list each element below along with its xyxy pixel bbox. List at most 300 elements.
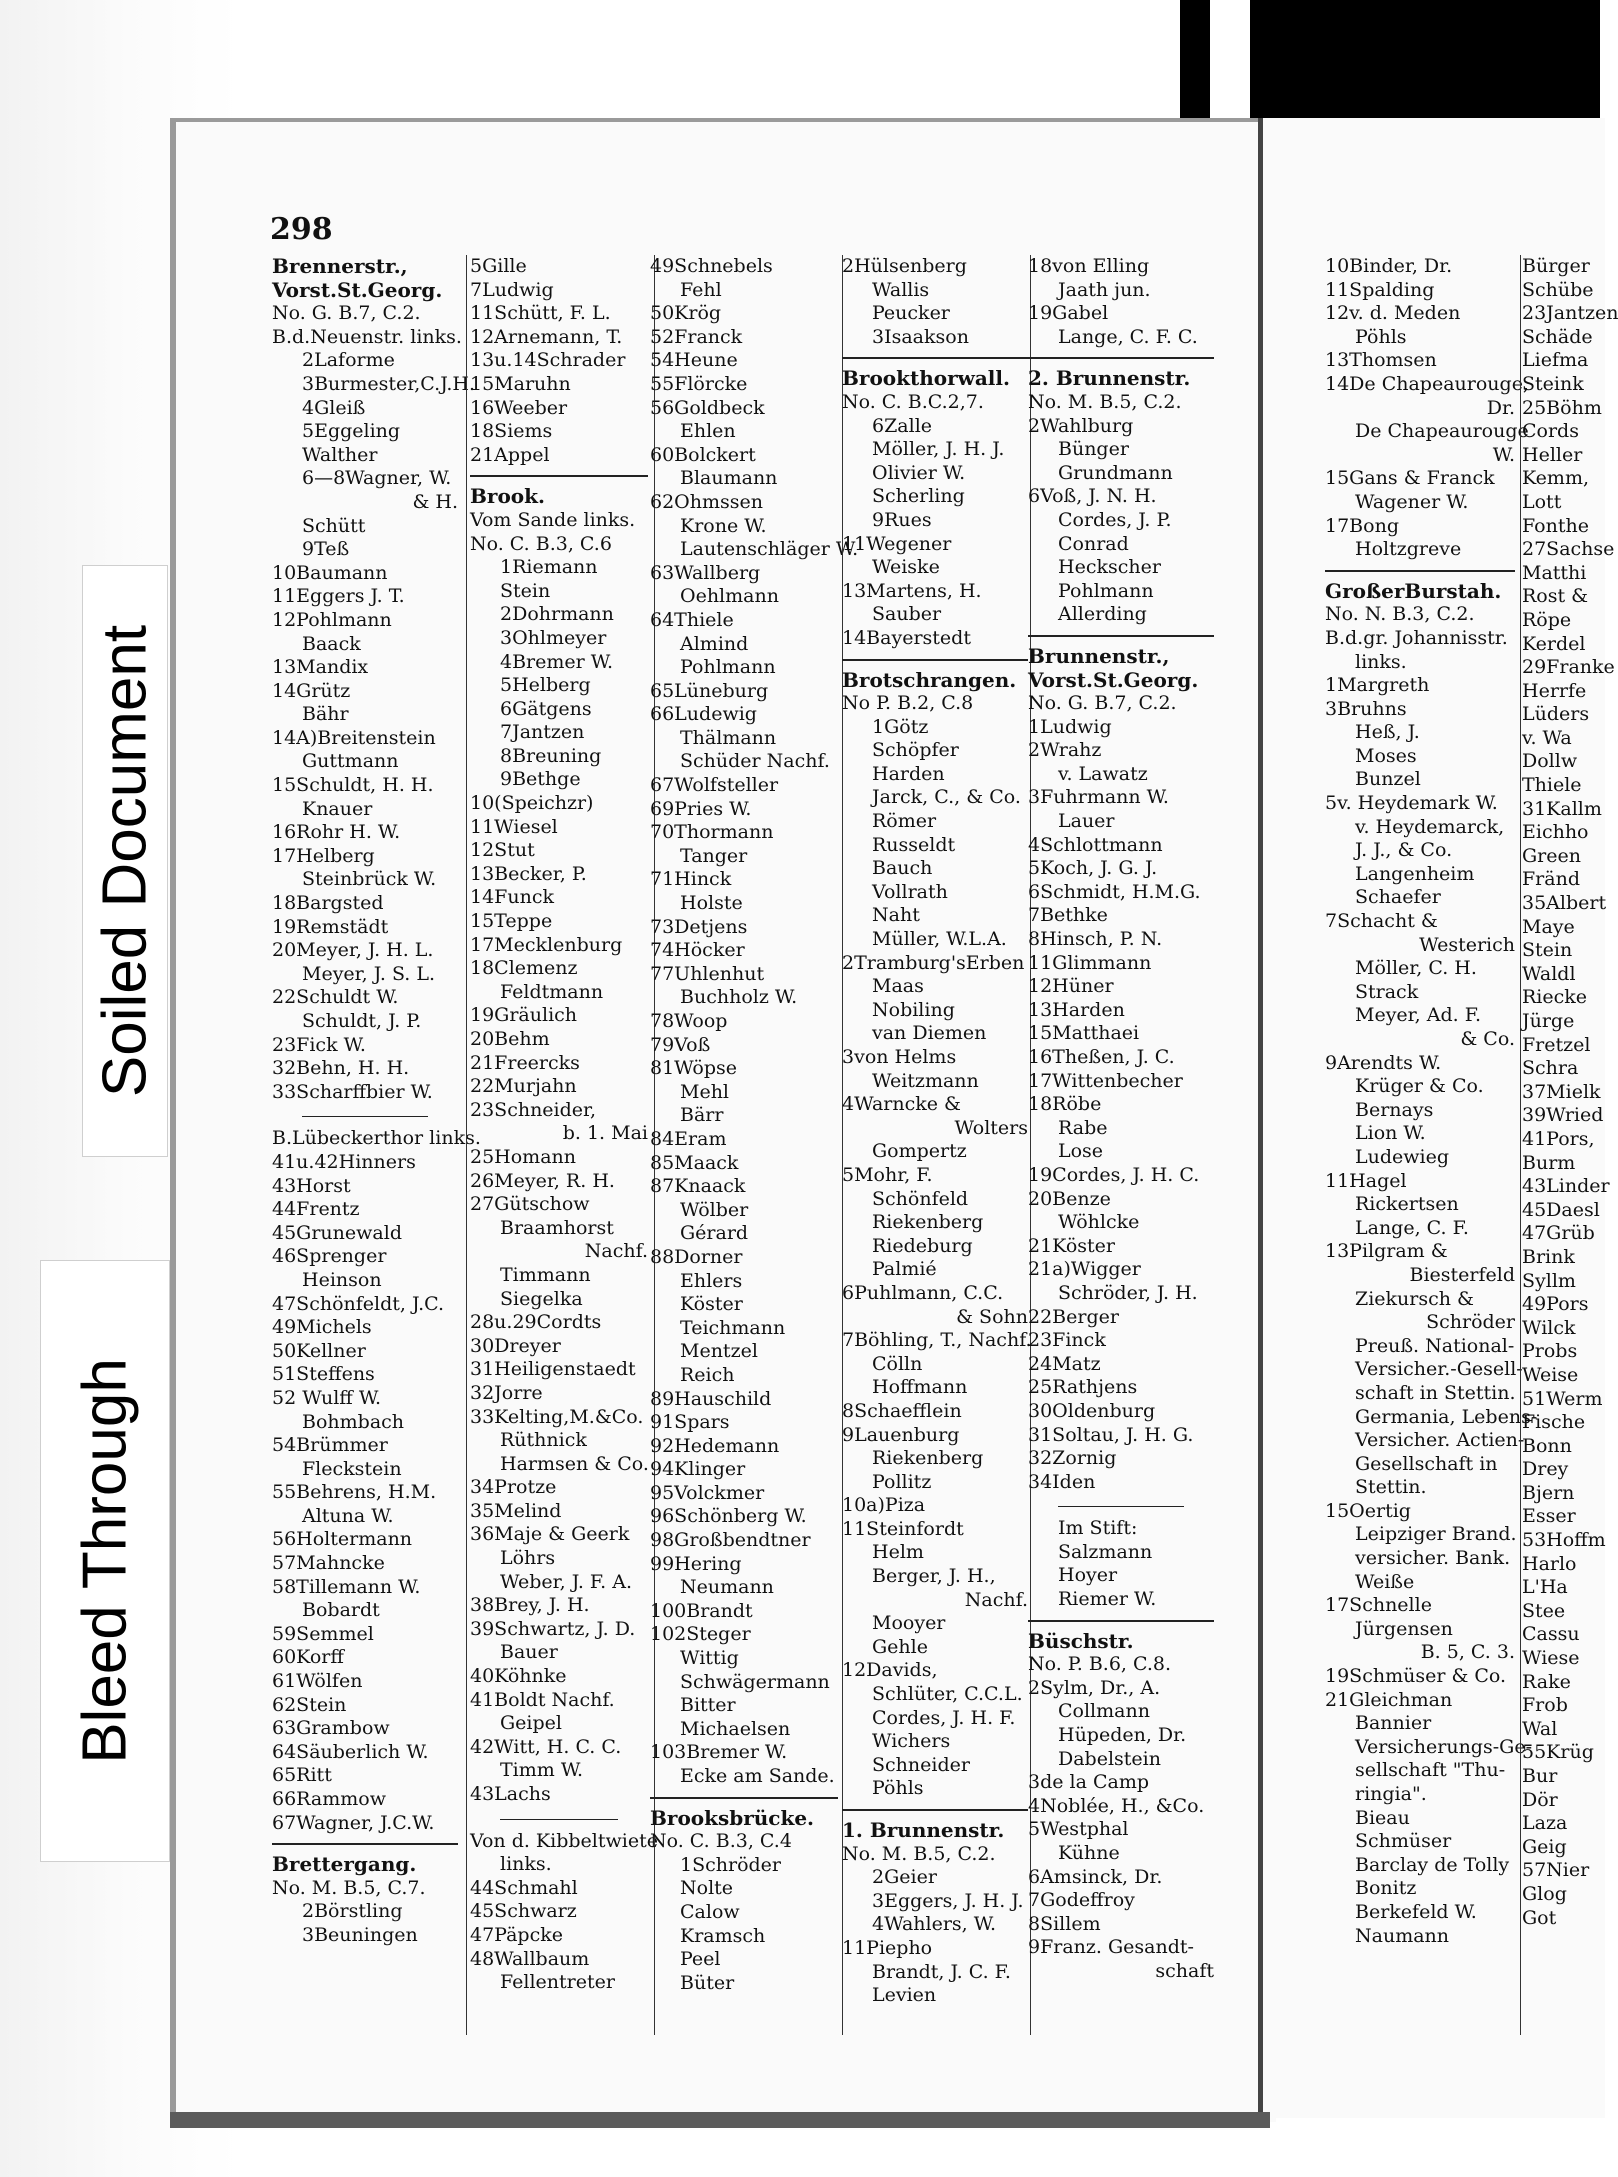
directory-entry: 16Rohr H. W.: [272, 821, 401, 844]
directory-entry: schaft in Stettin.: [1355, 1381, 1516, 1404]
directory-entry: Lautenschläger W.: [680, 538, 859, 561]
directory-entry: 94Klinger: [650, 1458, 746, 1481]
directory-entry: 5Koch, J. G. J.: [1028, 857, 1158, 880]
directory-entry: 3Bruhns: [1325, 697, 1407, 720]
directory-entry: Grundmann: [1058, 461, 1173, 484]
directory-entry: 55Krüg: [1522, 1741, 1594, 1764]
directory-entry: 13Becker, P.: [470, 862, 587, 885]
directory-entry: 2Geier: [872, 1866, 937, 1889]
directory-entry: 41Pors,: [1522, 1127, 1595, 1150]
directory-entry: 35Melind: [470, 1499, 562, 1522]
directory-entry: Schaefer: [1355, 886, 1441, 909]
directory-entry: Römer: [872, 810, 937, 833]
street-heading: Brook.: [470, 484, 545, 509]
directory-entry: Krone W.: [680, 514, 767, 537]
directory-column-1: [272, 254, 481, 1948]
directory-entry: 15Schuldt, H. H.: [272, 774, 434, 797]
directory-entry: 35Albert: [1522, 892, 1607, 915]
directory-entry: 4Gleiß: [302, 396, 366, 419]
directory-entry: 12Hüner: [1028, 975, 1114, 998]
directory-entry: Moses: [1355, 744, 1417, 767]
directory-entry: Harlo: [1522, 1552, 1577, 1575]
directory-entry: 32Zornig: [1028, 1447, 1117, 1470]
directory-entry: 1Götz: [872, 715, 929, 738]
directory-entry: Heß, J.: [1355, 721, 1420, 744]
directory-entry: No. C. B.3, C.6: [470, 532, 612, 555]
directory-entry: 26Meyer, R. H.: [470, 1169, 615, 1192]
directory-entry: 10Baumann: [272, 561, 388, 584]
directory-entry: 5Gille: [470, 255, 527, 277]
directory-entry: 14Grütz: [272, 679, 351, 702]
directory-entry: 19Gabel: [1028, 302, 1109, 325]
directory-entry: Waldl: [1522, 962, 1576, 985]
directory-entry: Hoffmann: [872, 1376, 968, 1399]
directory-entry: Meyer, Ad. F.: [1355, 1004, 1481, 1027]
directory-entry: 50Kellner: [272, 1339, 366, 1362]
directory-entry: Mehl: [680, 1080, 730, 1103]
directory-entry: 5Mohr, F.: [842, 1163, 933, 1186]
directory-entry: Fretzel: [1522, 1033, 1591, 1056]
directory-entry: 19Schmüser & Co.: [1325, 1665, 1507, 1688]
directory-entry: 43Lachs: [470, 1783, 551, 1805]
directory-entry: 40Köhnke: [470, 1665, 567, 1688]
directory-entry: 24Matz: [1028, 1352, 1101, 1375]
directory-entry: Geig: [1522, 1835, 1567, 1858]
directory-entry: 77Uhlenhut: [650, 962, 765, 985]
directory-entry: 2Börstling: [302, 1900, 403, 1923]
directory-entry: 2Tramburg'sErben: [842, 951, 1025, 974]
directory-entry: Siegelka: [500, 1287, 583, 1310]
directory-entry: Berkefeld W.: [1355, 1900, 1477, 1923]
directory-entry: 20Benze: [1028, 1187, 1111, 1210]
directory-entry: Altuna W.: [302, 1504, 394, 1527]
directory-entry: 5Westphal: [1028, 1818, 1129, 1841]
directory-entry: Sauber: [872, 603, 942, 626]
directory-entry: Schuldt, J. P.: [302, 1010, 422, 1032]
directory-entry: 85Maack: [650, 1151, 739, 1174]
directory-entry: 45Daesl: [1522, 1198, 1600, 1221]
directory-entry: Guttmann: [302, 750, 399, 773]
directory-entry: 65Ritt: [272, 1764, 332, 1787]
directory-entry: Braamhorst: [500, 1216, 614, 1239]
directory-entry: 3von Helms: [842, 1046, 957, 1068]
directory-entry: Vom Sande links.: [470, 508, 636, 531]
directory-entry: 14A)Breitenstein: [272, 726, 436, 749]
directory-entry: 6Zalle: [872, 414, 933, 437]
directory-entry: Thälmann: [680, 726, 777, 749]
directory-entry: 56Goldbeck: [650, 396, 765, 419]
directory-entry: 20Meyer, J. H. L.: [272, 939, 434, 962]
directory-entry: L'Ha: [1522, 1576, 1568, 1599]
directory-entry: No P. B.2, C.8: [842, 692, 974, 715]
directory-entry: 4Noblée, H., &Co.: [1028, 1794, 1205, 1817]
directory-entry: Weise: [1522, 1363, 1579, 1386]
directory-entry: Weitzmann: [872, 1069, 979, 1092]
directory-entry: Versicher. Actien-: [1355, 1429, 1525, 1452]
directory-entry: Bobardt: [302, 1599, 380, 1622]
directory-entry: Versicher.-Gesell-: [1355, 1358, 1523, 1381]
scan-border-notch: [1210, 0, 1250, 118]
directory-entry: 49Pors: [1522, 1293, 1589, 1316]
directory-entry: Riedeburg: [872, 1234, 973, 1257]
directory-entry: Möller, J. H. J.: [872, 438, 1005, 461]
directory-entry: 9Lauenburg: [842, 1423, 960, 1446]
directory-entry: 21Appel: [470, 443, 550, 466]
directory-entry: Reich: [680, 1363, 735, 1386]
directory-entry: 9Franz. Gesandt-: [1028, 1936, 1194, 1959]
directory-entry: Lauer: [1058, 810, 1115, 833]
directory-entry: 6Puhlmann, C.C.: [842, 1281, 1004, 1304]
directory-entry: Müller, W.L.A.: [872, 928, 1007, 951]
directory-entry: 47Päpcke: [470, 1923, 563, 1946]
directory-entry: Riemer W.: [1058, 1588, 1157, 1611]
directory-entry: 15Matthaei: [1028, 1022, 1140, 1045]
directory-entry: 21a)Wigger: [1028, 1258, 1141, 1281]
directory-entry: 49Schnebels: [650, 255, 773, 277]
directory-entry: Wallis: [872, 278, 930, 301]
directory-entry: Berger, J. H.,: [872, 1565, 996, 1588]
directory-entry: 70Thormann: [650, 821, 774, 844]
directory-entry: 34Protze: [470, 1476, 557, 1499]
directory-entry: Neumann: [680, 1576, 774, 1599]
directory-entry: Weiße: [1355, 1570, 1415, 1593]
directory-entry: 23Finck: [1028, 1329, 1106, 1352]
street-heading: Brooksbrücke.: [650, 1805, 815, 1830]
directory-entry: Lüders: [1522, 703, 1590, 726]
street-heading: Brettergang.: [272, 1852, 417, 1877]
directory-entry: Eichho: [1522, 821, 1589, 844]
directory-entry: 13Pilgram &: [1325, 1240, 1448, 1263]
section-separator: [1028, 627, 1214, 637]
directory-entry: Vollrath: [872, 880, 948, 903]
directory-entry: 87Knaack: [650, 1175, 746, 1198]
directory-entry: b. 1. Mai: [562, 1122, 648, 1145]
directory-entry: 45Schwarz: [470, 1900, 577, 1923]
directory-entry: 17Mecklenburg: [470, 933, 623, 956]
directory-entry: 98Großbendtner: [650, 1529, 811, 1552]
directory-entry: No. N. B.3, C.2.: [1325, 603, 1475, 626]
directory-entry: Probs: [1522, 1340, 1578, 1363]
directory-entry: & Sohn: [956, 1305, 1028, 1328]
directory-entry: 17Bong: [1325, 514, 1399, 537]
directory-entry: 11Spalding: [1325, 278, 1435, 301]
directory-entry: Geipel: [500, 1712, 562, 1735]
directory-entry: Cölln: [872, 1352, 923, 1375]
directory-entry: 3Fuhrmann W.: [1028, 786, 1169, 809]
directory-entry: 19Remstädt: [272, 915, 389, 938]
directory-entry: 91Spars: [650, 1411, 730, 1434]
directory-entry: Timmann: [500, 1263, 591, 1286]
directory-entry: Kramsch: [680, 1924, 766, 1947]
directory-entry: Wöhlcke: [1058, 1211, 1140, 1234]
street-heading: 2. Brunnenstr.: [1028, 366, 1191, 391]
directory-entry: 4Wahlers, W.: [872, 1913, 997, 1936]
directory-entry: 2Wahlburg: [1028, 414, 1134, 437]
directory-entry: Blaumann: [680, 467, 778, 490]
directory-entry: Matthi: [1522, 561, 1587, 584]
directory-entry: 22Murjahn: [470, 1075, 577, 1098]
directory-entry: 1Schröder: [680, 1853, 781, 1876]
directory-entry: 54Brümmer: [272, 1434, 388, 1457]
directory-entry: 18Röbe: [1028, 1093, 1102, 1116]
directory-entry: 16Weeber: [470, 396, 568, 419]
directory-entry: Timm W.: [500, 1759, 584, 1782]
directory-entry: 4Warncke &: [842, 1093, 961, 1116]
directory-entry: 54Heune: [650, 349, 738, 372]
directory-entry: 8Hinsch, P. N.: [1028, 928, 1163, 951]
directory-entry: 18Clemenz: [470, 957, 578, 980]
directory-entry: Langenheim: [1355, 862, 1475, 885]
section-separator: [1028, 1612, 1214, 1622]
directory-entry: 20Behm: [470, 1028, 550, 1050]
directory-entry: 62Ohmssen: [650, 490, 763, 513]
directory-entry: Heinson: [302, 1268, 382, 1291]
directory-entry: 3Beuningen: [302, 1923, 418, 1946]
directory-entry: 37Mielk: [1522, 1080, 1601, 1103]
directory-entry: B.d.gr. Johannisstr.: [1325, 626, 1508, 649]
directory-entry: Kühne: [1058, 1842, 1120, 1864]
directory-entry: Got: [1522, 1906, 1557, 1929]
directory-entry: B.Lübeckerthor links.: [272, 1127, 481, 1150]
directory-entry: 13Harden: [1028, 998, 1125, 1021]
directory-entry: 10Binder, Dr.: [1325, 255, 1453, 277]
directory-entry: 18Bargsted: [272, 892, 384, 915]
directory-entry: Almind: [680, 632, 749, 655]
directory-entry: Bernays: [1355, 1098, 1434, 1121]
directory-entry: Lott: [1522, 490, 1562, 513]
directory-entry: 79Voß: [650, 1033, 711, 1056]
directory-entry: Steink: [1522, 372, 1584, 395]
directory-entry: 4Schlottmann: [1028, 833, 1163, 856]
column-divider: [1520, 255, 1521, 2035]
directory-entry: Cords: [1522, 420, 1579, 443]
directory-entry: 11Schütt, F. L.: [470, 302, 611, 325]
directory-entry: Bunzel: [1355, 768, 1421, 791]
directory-entry: 11Glimmann: [1028, 951, 1152, 974]
street-heading: Brunnenstr.,: [1028, 643, 1170, 668]
directory-entry: No. M. B.5, C.2.: [1028, 390, 1182, 413]
directory-entry: Burm: [1522, 1151, 1576, 1174]
directory-entry: 38Brey, J. H.: [470, 1594, 590, 1617]
directory-entry: Wittig: [680, 1647, 739, 1670]
directory-entry: 13u.14Schrader: [470, 349, 626, 372]
directory-entry: Meyer, J. S. L.: [302, 962, 436, 985]
directory-entry: 64Säuberlich W.: [272, 1740, 429, 1763]
directory-entry: 11Hagel: [1325, 1169, 1407, 1192]
directory-entry: 84Eram: [650, 1127, 727, 1150]
directory-entry: Herrfe: [1522, 679, 1587, 702]
directory-entry: Schneider: [872, 1753, 970, 1776]
directory-entry: 56Holtermann: [272, 1528, 413, 1551]
directory-entry: Baack: [302, 632, 361, 655]
directory-entry: Schüder Nachf.: [680, 750, 830, 773]
street-heading: Vorst.St.Georg.: [272, 277, 443, 302]
directory-entry: Heller: [1522, 443, 1583, 466]
directory-entry: 23Fick W.: [272, 1033, 366, 1056]
directory-entry: 30Oldenburg: [1028, 1399, 1156, 1422]
directory-entry: Mentzel: [680, 1340, 758, 1363]
section-separator: [1325, 562, 1515, 572]
directory-entry: Teichmann: [680, 1316, 786, 1339]
column-divider: [466, 255, 467, 2035]
directory-entry: Gompertz: [872, 1140, 967, 1163]
directory-entry: Feldtmann: [500, 980, 604, 1003]
directory-entry: 8Sillem: [1028, 1912, 1101, 1935]
directory-entry: 16Theßen, J. C.: [1028, 1046, 1175, 1068]
section-separator: [272, 1835, 458, 1845]
directory-entry: 41Boldt Nachf.: [470, 1688, 615, 1711]
page-bottom-edge: [170, 2112, 1270, 2128]
directory-entry: 13Thomsen: [1325, 349, 1437, 372]
directory-entry: Büter: [680, 1971, 735, 1994]
directory-entry: Leipziger Brand.: [1355, 1523, 1517, 1546]
directory-entry: Köster: [680, 1293, 743, 1316]
directory-entry: Lion W.: [1355, 1122, 1426, 1145]
directory-entry: Bannier: [1355, 1712, 1432, 1735]
directory-entry: 2Laforme: [302, 349, 395, 372]
directory-entry: 47Schönfeldt, J.C.: [272, 1292, 445, 1315]
directory-entry: Von d. Kibbeltwiete: [470, 1829, 658, 1852]
directory-entry: 12Arnemann, T.: [470, 325, 623, 348]
section-separator: [650, 1789, 838, 1799]
directory-entry: 69Pries W.: [650, 797, 752, 820]
directory-entry: 47Grüb: [1522, 1222, 1595, 1245]
directory-entry: Fränd: [1522, 868, 1580, 891]
directory-entry: 3Isaakson: [872, 325, 969, 348]
directory-entry: 5v. Heydemark W.: [1325, 792, 1498, 815]
directory-entry: Olivier W.: [872, 461, 966, 484]
directory-entry: 8Schaefflein: [842, 1399, 962, 1422]
directory-entry: 52 Wulff W.: [272, 1386, 382, 1409]
directory-entry: Pohlmann: [680, 656, 776, 679]
directory-entry: 73Detjens: [650, 915, 748, 938]
directory-entry: 10(Speichzr): [470, 792, 594, 815]
directory-entry: Bünger: [1058, 438, 1129, 461]
directory-entry: 59Semmel: [272, 1622, 374, 1645]
directory-entry: Ecke am Sande.: [680, 1765, 835, 1787]
directory-entry: Fehl: [680, 278, 722, 301]
directory-column-7: [1522, 255, 1618, 1930]
directory-entry: 43Horst: [272, 1174, 351, 1197]
directory-entry: Fonthe: [1522, 514, 1589, 537]
directory-entry: 25Homann: [470, 1145, 577, 1168]
directory-entry: 32Behn, H. H.: [272, 1057, 410, 1080]
directory-entry: Biesterfeld: [1409, 1263, 1515, 1286]
directory-entry: 41u.42Hinners: [272, 1150, 416, 1173]
directory-entry: Lange, C. F. C.: [1058, 325, 1198, 348]
directory-entry: Holtzgreve: [1355, 538, 1462, 561]
directory-entry: Liefma: [1522, 349, 1589, 372]
directory-entry: Schöpfer: [872, 739, 959, 762]
directory-entry: 96Schönberg W.: [650, 1505, 807, 1528]
directory-entry: 100Brandt: [650, 1599, 753, 1622]
directory-entry: 14De Chapeaurouge,: [1325, 372, 1529, 395]
directory-entry: 103Bremer W.: [650, 1741, 788, 1764]
directory-entry: versicher. Bank.: [1355, 1547, 1511, 1570]
directory-entry: Bonn: [1522, 1434, 1572, 1457]
directory-entry: Barclay de Tolly: [1355, 1853, 1510, 1876]
directory-entry: Naumann: [1355, 1924, 1450, 1947]
directory-entry: 55Flörcke: [650, 372, 748, 395]
directory-entry: No. C. B.3, C.4: [650, 1830, 792, 1853]
directory-entry: ringia".: [1355, 1783, 1427, 1805]
directory-entry: Knauer: [302, 797, 373, 820]
directory-entry: 99Hering: [650, 1552, 742, 1575]
directory-entry: 11Eggers J. T.: [272, 585, 405, 608]
directory-entry: Collmann: [1058, 1700, 1150, 1723]
directory-entry: Frob: [1522, 1694, 1568, 1717]
directory-entry: Nachf.: [964, 1588, 1028, 1611]
directory-entry: No. P. B.6, C.8.: [1028, 1653, 1172, 1676]
directory-entry: 1Riemann: [500, 556, 598, 579]
directory-entry: No. C. B.C.2,7.: [842, 390, 984, 413]
directory-entry: Wagener W.: [1355, 490, 1469, 513]
directory-entry: Riekenberg: [872, 1447, 984, 1470]
directory-entry: 11Wiesel: [470, 815, 558, 838]
directory-entry: Brandt, J. C. F.: [872, 1960, 1011, 1983]
directory-entry: Bähr: [302, 703, 349, 726]
directory-entry: Schlüter, C.C.L.: [872, 1683, 1023, 1706]
directory-entry: Jarck, C., & Co.: [872, 786, 1021, 809]
directory-entry: Riecke: [1522, 986, 1588, 1009]
directory-entry: 64Thiele: [650, 608, 734, 631]
directory-entry: 52Franck: [650, 325, 743, 348]
directory-entry: 57Mahncke: [272, 1552, 385, 1575]
directory-entry: 14Funck: [470, 886, 554, 909]
directory-entry: 15Teppe: [470, 910, 553, 933]
bleed-through-label: [40, 1260, 170, 1862]
directory-entry: 92Hedemann: [650, 1434, 780, 1457]
directory-entry: Allerding: [1058, 603, 1147, 626]
directory-entry: 3Eggers, J. H. J.: [872, 1889, 1024, 1912]
directory-entry: 1Margreth: [1325, 674, 1430, 697]
directory-entry: Peel: [680, 1948, 721, 1971]
directory-entry: 17Helberg: [272, 844, 375, 867]
street-heading: Brennerstr.,: [272, 254, 408, 278]
directory-entry: Pöhls: [872, 1777, 924, 1800]
directory-entry: Hüpeden, Dr.: [1058, 1724, 1187, 1747]
directory-entry: Schäde: [1522, 325, 1593, 348]
directory-entry: Peucker: [872, 302, 950, 325]
directory-entry: No. G. B.7, C.2.: [272, 302, 421, 325]
directory-entry: 49Michels: [272, 1316, 372, 1339]
street-heading: 1. Brunnenstr.: [842, 1818, 1005, 1842]
directory-entry: 18Siems: [470, 420, 553, 443]
directory-entry: Brink: [1522, 1245, 1575, 1268]
directory-entry: 19Cordes, J. H. C.: [1028, 1163, 1200, 1186]
soiled-document-text: Soiled Document: [90, 624, 160, 1098]
directory-entry: 50Krög: [650, 302, 722, 325]
directory-entry: Tanger: [680, 844, 748, 867]
directory-entry: Drey: [1522, 1458, 1569, 1481]
directory-entry: Cordes, J. H. F.: [872, 1706, 1016, 1729]
directory-entry: Wiese: [1522, 1647, 1580, 1670]
directory-entry: Röpe: [1522, 608, 1572, 631]
directory-entry: Bürger: [1522, 255, 1590, 277]
directory-entry: 3Burmester,C.J.H.: [302, 372, 475, 395]
directory-entry: 2Wrahz: [1028, 739, 1102, 762]
directory-entry: Holste: [680, 892, 743, 915]
directory-entry: Bitter: [680, 1694, 736, 1717]
directory-entry: 42Witt, H. C. C.: [470, 1735, 622, 1758]
directory-entry: Stein: [1522, 939, 1573, 962]
directory-entry: Kemm,: [1522, 467, 1590, 490]
directory-entry: Pollitz: [872, 1470, 932, 1493]
street-heading: Büschstr.: [1028, 1628, 1134, 1653]
directory-entry: 62Stein: [272, 1693, 347, 1716]
directory-entry: Levien: [872, 1984, 937, 2007]
directory-entry: Rake: [1522, 1670, 1571, 1693]
